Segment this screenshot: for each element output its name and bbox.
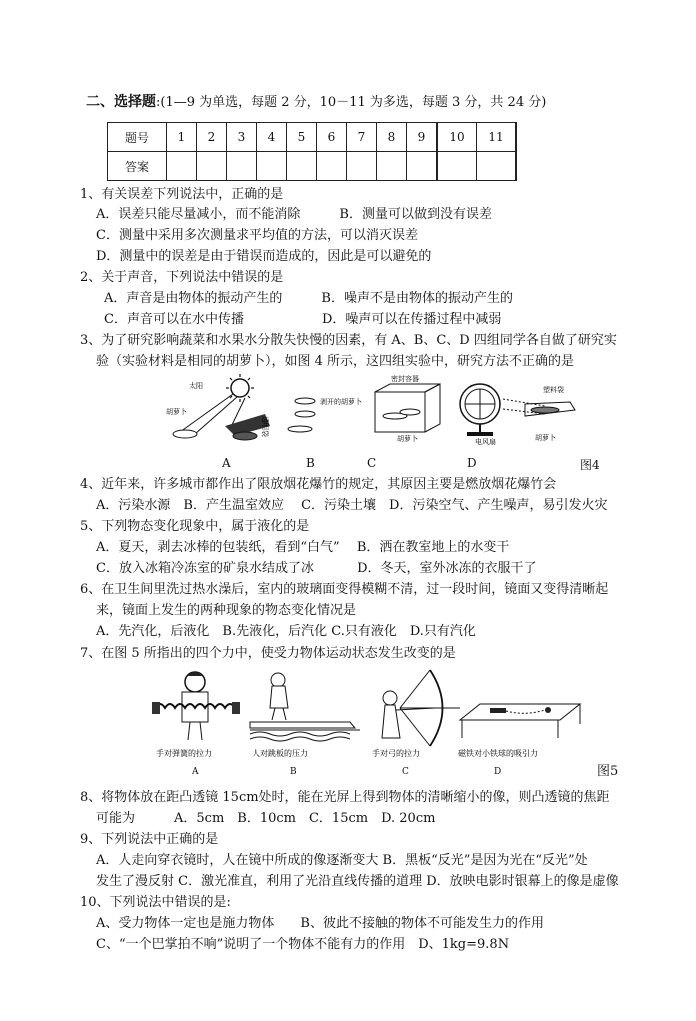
table-row [108,123,517,152]
figure-4-label: 电风扇 [475,438,496,446]
figure-5-illustration [150,668,590,758]
question-8-option-line: 可能为 A．5cm B．10cm C．15cm D. 20cm [96,811,436,826]
question-8-stem: 8、将物体放在距凸透镜 15cm处时，能在光屏上得到物体的清晰缩小的像，则凸透镜的焦距 [80,790,610,805]
table-cell: 2 [197,123,227,152]
table-cell: 6 [317,123,347,152]
table-cell: 3 [227,123,257,152]
archer-icon [382,670,460,746]
figure-4-label: 太阳 [189,382,203,390]
sun-icon [226,374,254,402]
answer-table [107,122,517,181]
answer-cell[interactable] [287,152,317,181]
answer-cell[interactable] [197,152,227,181]
section-heading [86,93,546,112]
table-cell: 10 [437,123,477,152]
question-4-option-line: A．污染水源 B．产生温室效应 C．污染土壤 D．污染空气、产生噪声，易引发火灾 [96,498,608,513]
figure-4-caption: 图4 [580,458,600,472]
table-cell: 8 [377,123,407,152]
figure-4-label: 透明袋 [261,416,269,437]
figure-5-sublabel: 磁铁对小铁球的吸引力 [458,749,538,758]
question-9-stem: 9、下列说法中正确的是 [80,832,219,847]
table-cell: 9 [407,123,438,152]
answer-cell[interactable] [437,152,477,181]
table-cell: 4 [257,123,287,152]
person-spring-icon [152,672,240,740]
answer-cell[interactable] [227,152,257,181]
question-6-stem: 6、在卫生间里洗过热水澡后，室内的玻璃面变得模糊不清，过一段时间，镜面又变得清晰起 [80,582,609,597]
figure-5-option-label: B [290,767,297,777]
table-cell: 5 [287,123,317,152]
question-7-stem: 7、在图 5 所指出的四个力中，使受力物体运动状态发生改变的是 [80,646,456,661]
question-1-stem: 1、有关误差下列说法中，正确的是 [80,187,284,202]
question-9-option-line: 发生了漫反射 C．激光准直，利用了光沿直线传播的道理 D．放映电影时银幕上的像是虚像 [96,874,619,889]
question-6-option-line: A．先汽化，后液化 B.先液化，后汽化 C.只有液化 D.只有汽化 [96,624,476,639]
question-10-option-line: C、“一个巴掌拍不响”说明了一个物体不能有力的作用 D、1kg=9.8N [96,937,510,952]
answer-cell[interactable] [407,152,438,181]
figure-5-option-label: C [402,767,409,777]
answer-cell[interactable] [477,152,517,181]
figure-5-sublabel: 人对跳板的压力 [252,749,308,758]
question-1-option-line: C．测量中采用多次测量求平均值的方法，可以消灭误差 [96,228,418,243]
question-5-stem: 5、下列物态变化现象中，属于液化的是 [80,519,310,534]
question-3-stem: 3、为了研究影响蔬菜和水果水分散失快慢的因素，有 A、B、C、D 四组同学各自做了研究实 [80,333,617,348]
question-5-option-line: A．夏天，剥去冰棒的包装纸，看到“白气” B．洒在教室地上的水变干 [96,540,510,555]
question-10-stem: 10、下列说法中错误的是: [80,895,231,910]
answer-cell[interactable] [257,152,287,181]
header-label: 题号 [108,123,167,152]
question-1-option-line: D．测量中的误差是由于错误而造成的，因此是可以避免的 [96,249,432,264]
question-4-stem: 4、近年来，许多城市都作出了限放烟花爆竹的规定，其原因主要是燃放烟花爆竹会 [80,477,557,492]
figure-4-label: 塑料袋 [543,386,564,394]
table-cell: 1 [167,123,197,152]
figure-4-option-label: D [467,456,477,470]
answer-cell[interactable] [377,152,407,181]
question-1-option-line: A．误差只能尽量减小，而不能消除 B．测量可以做到没有误差 [96,207,492,222]
table-cell: 11 [477,123,517,152]
diving-board-icon [250,673,360,741]
figure-4-option-label: C [367,456,377,470]
figure-4-option-label: A [222,456,231,470]
figure-5-option-label: D [494,767,502,777]
figure-4-label: 密封容器 [391,375,419,383]
question-2-option-line: A．声音是由物体的振动产生的 B．噪声不是由物体的振动产生的 [104,291,513,306]
question-3-option-line: 验（实验材料是相同的胡萝卜），如图 4 所示，这四组实验中，研究方法不正确的是 [96,354,575,369]
answer-label: 答案 [108,152,167,181]
question-10-option-line: A、受力物体一定也是施力物体 B、彼此不接触的物体不可能发生力的作用 [96,916,544,931]
answer-cell[interactable] [347,152,377,181]
answer-cell[interactable] [167,152,197,181]
question-2-stem: 2、关于声音，下列说法中错误的是 [80,270,284,285]
figure-4-label: 胡萝卜 [397,435,418,443]
figure-4-illustration [165,374,585,456]
question-6-option-line: 来，镜面上发生的两种现象的物态变化情况是 [96,603,357,618]
figure-5-caption: 图5 [597,764,619,779]
fan-icon [460,384,500,436]
question-9-option-line: A．人走向穿衣镜时，人在镜中所成的像逐渐变大 B．黑板“反光”是因为光在“反光”处 [96,853,588,868]
table-row [108,152,517,181]
figure-5-option-label: A [192,767,199,777]
section-note: :(1—9 为单选，每题 2 分，10－11 为多选，每题 3 分，共 24 分) [156,95,547,110]
question-2-option-line: C．声音可以在水中传播 D．噪声可以在传播过程中减弱 [104,312,502,327]
figure-4-label: 剥开的胡萝卜 [320,398,362,406]
table-cell: 7 [347,123,377,152]
question-5-option-line: C．放入冰箱冷冻室的矿泉水结成了冰 D．冬天，室外冰冻的衣服干了 [96,561,537,576]
figure-4-label: 胡萝卜 [166,408,187,416]
figure-5-sublabel: 手对弹簧的拉力 [156,749,212,758]
answer-cell[interactable] [317,152,347,181]
figure-5-sublabel: 手对弓的拉力 [372,749,420,758]
figure-4-option-label: B [306,456,315,470]
figure-4-label: 胡萝卜 [535,434,556,442]
magnet-table-icon [460,704,580,738]
section-title: 二、选择题 [86,94,156,110]
